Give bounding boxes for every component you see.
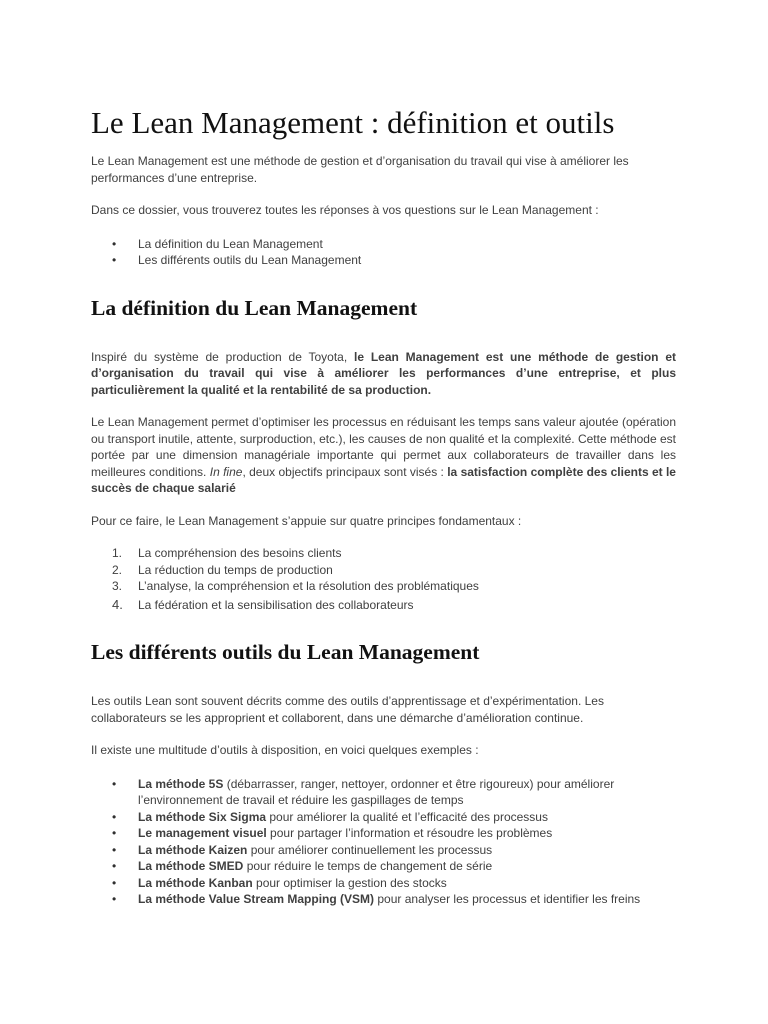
principle-text: La fédération et la sensibilisation des collaborateurs bbox=[138, 597, 414, 612]
document-content bbox=[91, 105, 676, 908]
toc-item[interactable] bbox=[91, 236, 676, 253]
tool-description: pour améliorer continuellement les processus bbox=[247, 842, 493, 857]
toc-item-label: La définition du Lean Management bbox=[138, 236, 323, 251]
tool-description: (débarrasser, ranger, nettoyer, ordonner et être rigoureux) pour améliorer l’environnement de travail et réduire les gaspillages de temps bbox=[138, 776, 615, 807]
toc-list bbox=[91, 236, 676, 269]
principle-item bbox=[91, 578, 676, 595]
tool-item bbox=[91, 776, 676, 809]
definition-paragraph bbox=[91, 349, 676, 399]
tool-description: pour améliorer la qualité et l’efficacité des processus bbox=[266, 809, 548, 824]
toc-item-label: Les différents outils du Lean Management bbox=[138, 253, 362, 267]
section-heading-definition: La définition du Lean Management bbox=[91, 295, 418, 320]
intro-paragraph-2: Dans ce dossier, vous trouverez toutes les réponses à vos questions sur le Lean Management : bbox=[91, 203, 599, 217]
tool-description: pour analyser les processus et identifier les freins bbox=[374, 892, 641, 906]
tools-intro: Il existe une multitude d’outils à disposition, en voici quelques exemples : bbox=[91, 743, 479, 757]
tool-description: pour réduire le temps de changement de série bbox=[243, 859, 493, 873]
tool-item bbox=[91, 891, 676, 908]
tool-name: La méthode Kanban bbox=[138, 875, 253, 890]
tool-description: pour optimiser la gestion des stocks bbox=[252, 875, 447, 890]
principles-list bbox=[91, 545, 676, 613]
toc-item[interactable] bbox=[91, 252, 676, 269]
optimisation-italic: In fine bbox=[209, 464, 243, 479]
principle-number: 4. bbox=[112, 596, 123, 612]
optimisation-bold: la satisfaction complète des clients et le succès de chaque salarié bbox=[91, 464, 676, 495]
tool-name: La méthode 5S bbox=[138, 776, 224, 791]
optimisation-after-italic: , deux objectifs principaux sont visés : bbox=[242, 464, 448, 479]
tool-item bbox=[91, 842, 676, 859]
definition-bold: le Lean Management est une méthode de gestion et d’organisation du travail qui vise à améliorer les performances d’une entreprise, et plus particulièrement la qualité et la rentabilité de sa production. bbox=[91, 349, 676, 397]
tools-list bbox=[91, 776, 676, 908]
tool-item bbox=[91, 858, 676, 875]
tool-name: Le management visuel bbox=[138, 826, 267, 840]
principle-item bbox=[91, 597, 676, 614]
principle-number: 2. bbox=[112, 562, 123, 577]
principle-number: 3. bbox=[112, 579, 123, 593]
principle-text: La réduction du temps de production bbox=[138, 562, 333, 577]
principle-number: 1. bbox=[112, 546, 123, 560]
tool-name: La méthode Six Sigma bbox=[138, 809, 267, 824]
principle-text: L’analyse, la compréhension et la résolution des problématiques bbox=[138, 579, 479, 593]
tool-description: pour partager l’information et résoudre les problèmes bbox=[266, 826, 553, 840]
principle-item bbox=[91, 545, 676, 562]
page-title: Le Lean Management : définition et outils bbox=[91, 105, 615, 140]
tool-name: La méthode SMED bbox=[138, 859, 244, 873]
principle-text: La compréhension des besoins clients bbox=[138, 546, 342, 560]
intro-paragraph: Le Lean Management est une méthode de gestion et d’organisation du travail qui vise à améliorer les performances d’une entreprise. bbox=[91, 154, 629, 185]
optimisation-paragraph bbox=[91, 414, 676, 497]
tool-name: La méthode Kaizen bbox=[138, 842, 248, 857]
tool-item bbox=[91, 825, 676, 842]
optimisation-text: Le Lean Management permet d’optimiser les processus en réduisant les temps sans valeur ajoutée (opération ou transport inutile, attente, surproduction, etc.), les causes de non qualité et la complexité. Cette méthode est portée par une dimension managériale importante qui permet aux collaborateurs de travailler dans les meilleures conditions. bbox=[91, 415, 676, 479]
definition-lead: Inspiré du système de production de Toyota, bbox=[91, 349, 355, 364]
section-heading-tools: Les différents outils du Lean Management bbox=[91, 640, 480, 664]
tool-item bbox=[91, 809, 676, 826]
tools-paragraph: Les outils Lean sont souvent décrits comme des outils d’apprentissage et d’expérimentation. Les collaborateurs se les approprient et collaborent, dans une démarche d’amélioration continue. bbox=[91, 694, 604, 725]
principle-item bbox=[91, 562, 676, 579]
tool-name: La méthode Value Stream Mapping (VSM) bbox=[138, 892, 375, 906]
principles-intro: Pour ce faire, le Lean Management s’appuie sur quatre principes fondamentaux : bbox=[91, 513, 522, 528]
tool-item bbox=[91, 875, 676, 892]
